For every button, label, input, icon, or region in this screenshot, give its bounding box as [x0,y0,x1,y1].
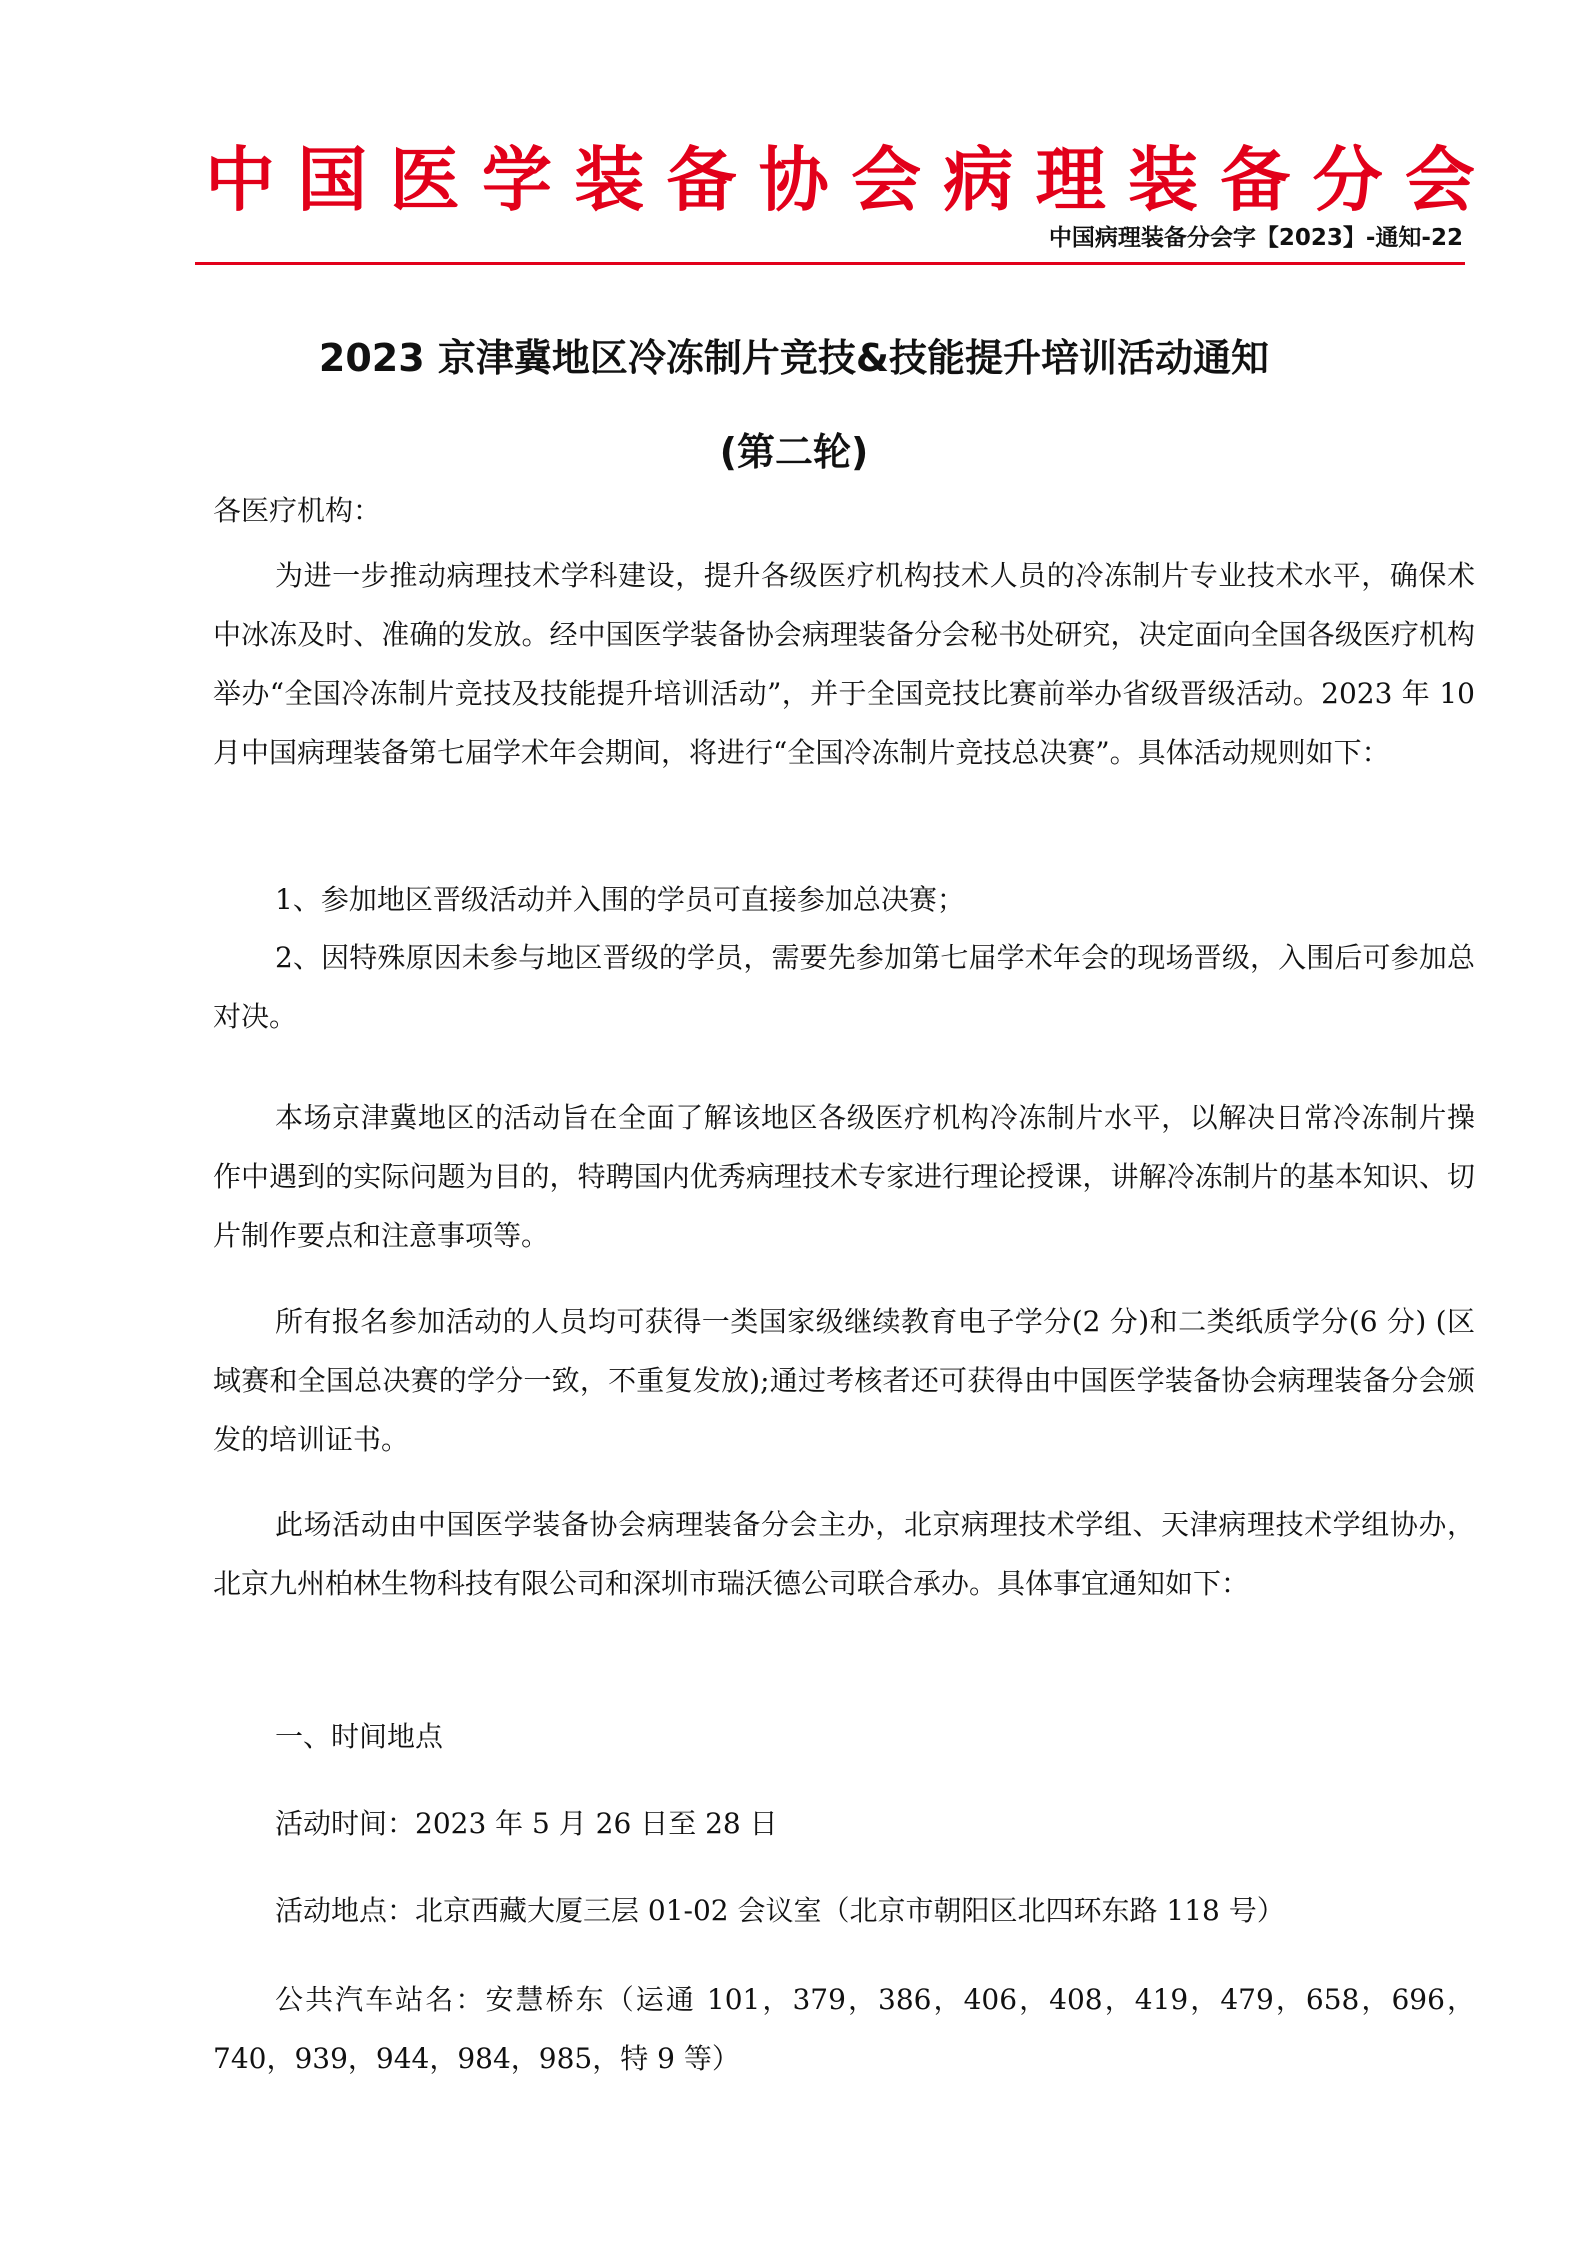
purpose-paragraph: 本场京津冀地区的活动旨在全面了解该地区各级医疗机构冷冻制片水平，以解决日常冷冻制片操作中遇到的实际问题为目的，特聘国内优秀病理技术专家进行理论授课，讲解冷冻制片的基本知识、切片制作要点和注意事项等。 [213,1101,1475,1252]
letterhead-char: 分 [1312,139,1383,221]
letterhead-char: 装 [574,139,645,221]
letterhead-char: 病 [943,139,1014,221]
event-time: 活动时间：2023 年 5 月 26 日至 28 日 [275,1807,778,1840]
event-place: 活动地点：北京西藏大厦三层 01-02 会议室（北京市朝阳区北四环东路 118 号） [275,1894,1285,1927]
credits-paragraph: 所有报名参加活动的人员均可获得一类国家级继续教育电子学分(2 分)和二类纸质学分(6 分) (区域赛和全国总决赛的学分一致，不重复发放);通过考核者还可获得由中国医学装备协会病理装备分会颁发的培训证书。 [213,1305,1475,1456]
document-number: 中国病理装备分会字【2023】-通知-22 [1048,225,1463,251]
bus-stop-info: 公共汽车站名：安慧桥东（运通 101，379，386，406，408，419，479，658，696，740，939，944，984，985，特 9 等） [213,1983,1475,2075]
header-divider [195,262,1465,265]
letterhead-char: 理 [1035,139,1106,221]
letterhead-char: 装 [1127,139,1198,221]
organizers-paragraph: 此场活动由中国医学装备协会病理装备分会主办，北京病理技术学组、天津病理技术学组协办，北京九州柏林生物科技有限公司和深圳市瑞沃德公司联合承办。具体事宜通知如下： [213,1508,1475,1600]
document-title: 2023 京津冀地区冷冻制片竞技&技能提升培训活动通知 [318,336,1270,380]
letterhead-char: 备 [666,139,737,221]
letterhead-char: 国 [297,139,368,221]
rule-item-1: 1、参加地区晋级活动并入围的学员可直接参加总决赛； [275,883,965,916]
rule-item-2: 2、因特殊原因未参与地区晋级的学员，需要先参加第七届学术年会的现场晋级，入围后可参加总对决。 [213,941,1475,1033]
letterhead-char: 协 [758,139,829,221]
letterhead-char: 中 [205,139,275,221]
letterhead-char: 备 [1220,139,1291,221]
letterhead-char: 医 [389,139,460,221]
letterhead-char: 会 [851,139,922,221]
letterhead-char: 会 [1404,139,1475,221]
letterhead-char: 学 [481,139,552,221]
intro-paragraph: 为进一步推动病理技术学科建设，提升各级医疗机构技术人员的冷冻制片专业技术水平，确保术中冰冻及时、准确的发放。经中国医学装备协会病理装备分会秘书处研究，决定面向全国各级医疗机构举办“全国冷冻制片竞技及技能提升培训活动”，并于全国竞技比赛前举办省级晋级活动。2023 年 10 月中国病理装备第七届学术年会期间，将进行“全国冷冻制片竞技总决赛”。具体活动规则如下： [213,559,1475,769]
salutation: 各医疗机构： [213,494,382,527]
section-heading-time-place: 一、时间地点 [275,1720,444,1753]
document-subtitle: (第二轮) [719,430,869,474]
letterhead [205,140,1475,220]
